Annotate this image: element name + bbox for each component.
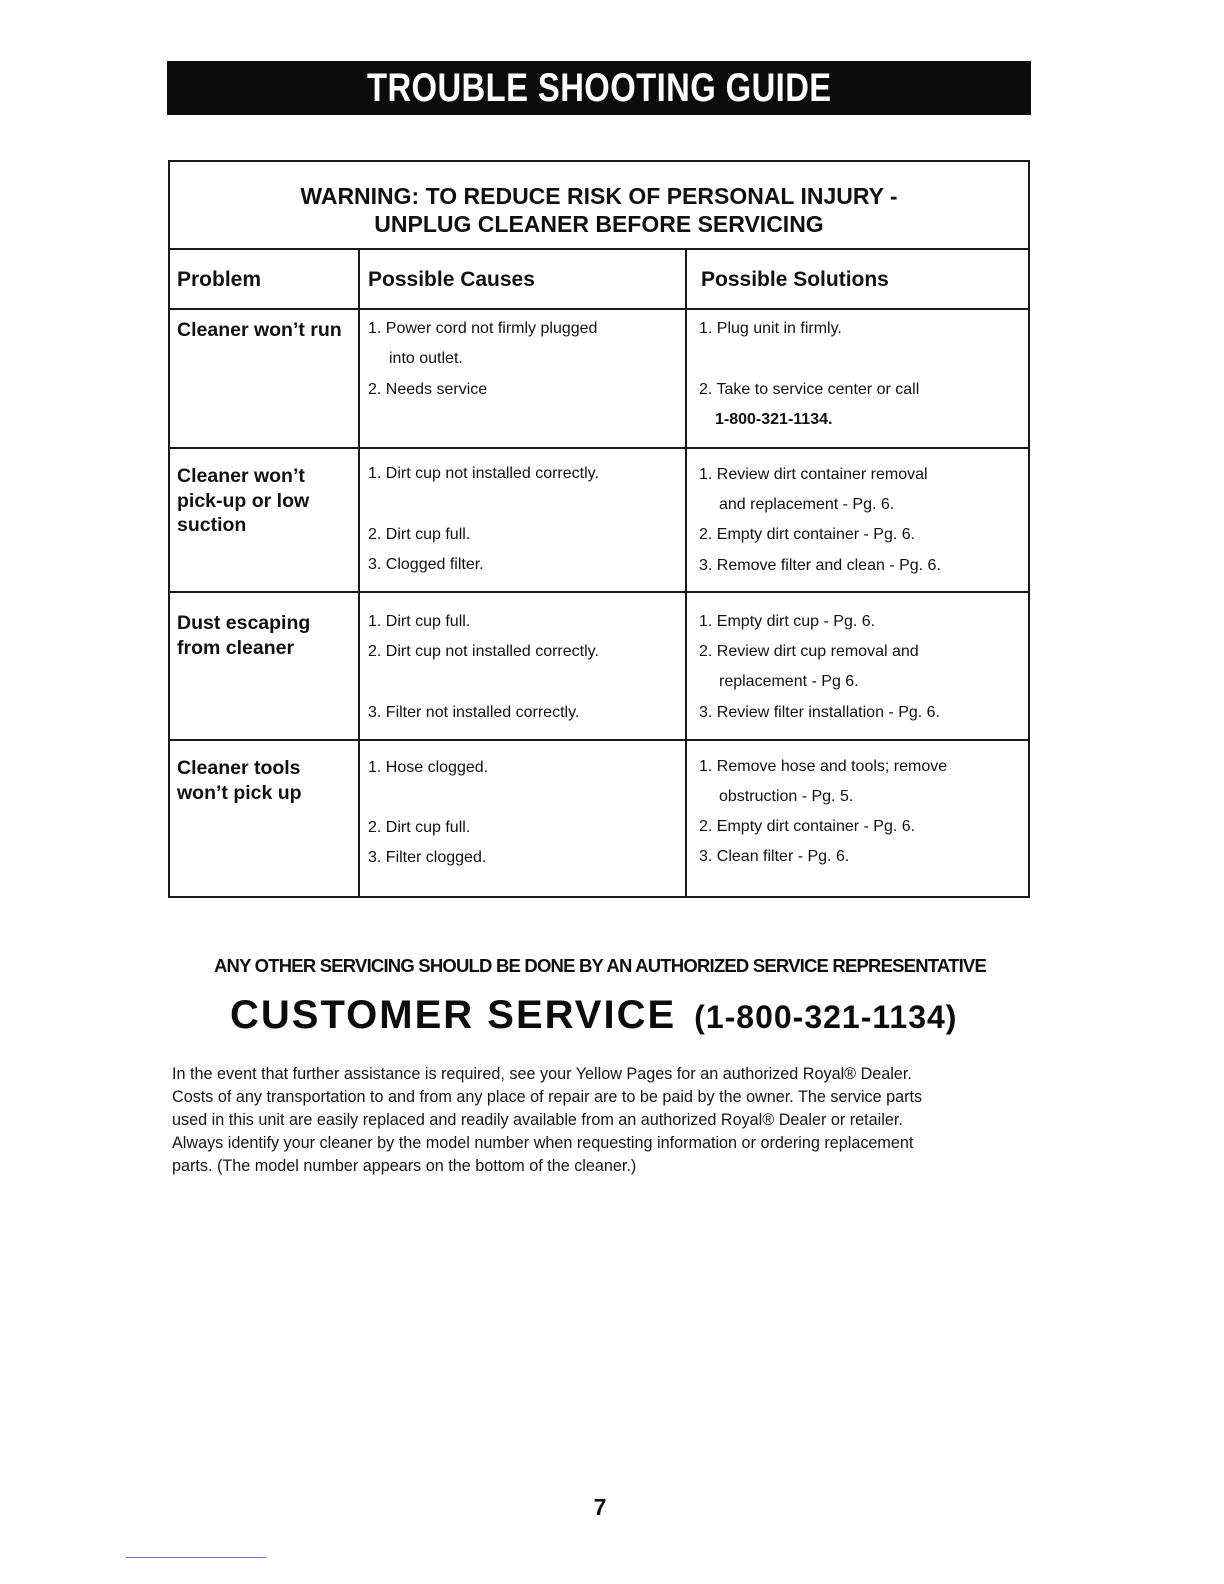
problem-line: Cleaner tools: [177, 757, 301, 779]
cause-line: 3. Filter not installed correctly.: [368, 704, 580, 721]
problem-cell: [177, 611, 310, 660]
cause-line: 1. Hose clogged.: [368, 759, 489, 776]
problem-line: pick-up or low: [177, 489, 310, 512]
solution-line: 2. Review dirt cup removal and: [699, 643, 919, 660]
problem-line: from cleaner: [177, 636, 295, 659]
cause-line: 1. Dirt cup not installed correctly.: [368, 465, 599, 482]
solution-line: 1. Plug unit in firmly.: [699, 320, 842, 337]
cause-line: 1. Dirt cup full.: [368, 613, 471, 630]
column-divider: [685, 250, 687, 896]
paragraph-line: parts. (The model number appears on the bottom of the cleaner.): [172, 1157, 637, 1175]
problem-line: won’t pick up: [177, 781, 302, 804]
column-divider: [358, 250, 360, 896]
cause-line: 3. Clogged filter.: [368, 556, 484, 573]
problem-cell: [177, 756, 302, 805]
header-problem: Problem: [177, 268, 262, 291]
warning-line-2: UNPLUG CLEANER BEFORE SERVICING: [374, 211, 824, 237]
solution-line: 1. Review dirt container removal: [699, 466, 928, 483]
solution-line: 3. Remove filter and clean - Pg. 6.: [699, 557, 941, 574]
footer-rule: [126, 1557, 266, 1558]
solution-line: and replacement - Pg. 6.: [719, 496, 895, 513]
service-phone-number: 1-800-321-1134.: [715, 411, 833, 428]
solution-line: replacement - Pg 6.: [719, 673, 859, 690]
solution-line: 3. Clean filter - Pg. 6.: [699, 848, 850, 865]
servicing-note: ANY OTHER SERVICING SHOULD BE DONE BY AN AUTHORIZED SERVICE REPRESENTATIVE: [213, 955, 987, 976]
cause-line: 1. Power cord not firmly plugged: [368, 320, 598, 337]
solution-line: 1. Empty dirt cup - Pg. 6.: [699, 613, 876, 630]
customer-service-heading: [230, 993, 957, 1038]
solution-line: 2. Empty dirt container - Pg. 6.: [699, 818, 916, 835]
cause-line: 2. Dirt cup full.: [368, 526, 471, 543]
assistance-paragraph: [172, 1063, 1032, 1178]
problem-line: suction: [177, 514, 247, 536]
page-number: 7: [593, 1494, 607, 1520]
row-divider: [170, 447, 1028, 449]
troubleshooting-table: [168, 160, 1030, 898]
header-causes: Possible Causes: [368, 268, 535, 291]
paragraph-line: Costs of any transportation to and from any place of repair are to be paid by the owner. The service parts: [172, 1088, 923, 1106]
paragraph-line: Always identify your cleaner by the model number when requesting information or ordering replacement: [172, 1134, 914, 1152]
cause-line: 2. Dirt cup full.: [368, 819, 471, 836]
problem-line: Cleaner won’t: [177, 465, 305, 487]
row-divider: [170, 739, 1028, 741]
customer-service-phone: (1-800-321-1134): [694, 999, 958, 1035]
warning-banner: [170, 162, 1028, 250]
problem-line: Cleaner won’t run: [177, 319, 342, 341]
solution-line: obstruction - Pg. 5.: [719, 788, 854, 805]
cause-line: 2. Dirt cup not installed correctly.: [368, 643, 599, 660]
row-divider: [170, 308, 1028, 310]
header-solutions: Possible Solutions: [701, 268, 889, 291]
problem-line: Dust escaping: [177, 612, 311, 634]
cause-line: 2. Needs service: [368, 381, 488, 398]
row-divider: [170, 591, 1028, 593]
solution-line: 1. Remove hose and tools; remove: [699, 758, 948, 775]
problem-cell: [177, 318, 342, 343]
solution-line: 2. Take to service center or call: [699, 381, 920, 398]
problem-cell: [177, 464, 309, 538]
solution-line: 3. Review filter installation - Pg. 6.: [699, 704, 940, 721]
title-bar: [167, 61, 1031, 115]
paragraph-line: In the event that further assistance is required, see your Yellow Pages for an authorized Royal® Dealer.: [172, 1065, 912, 1083]
customer-service-label: CUSTOMER SERVICE: [230, 993, 677, 1037]
cause-line: into outlet.: [389, 350, 463, 367]
page-title: TROUBLE SHOOTING GUIDE: [366, 65, 832, 110]
paragraph-line: used in this unit are easily replaced and readily available from an authorized Royal® Dealer or retailer.: [172, 1111, 903, 1129]
cause-line: 3. Filter clogged.: [368, 849, 487, 866]
solution-line: 2. Empty dirt container - Pg. 6.: [699, 526, 916, 543]
warning-line-1: WARNING: TO REDUCE RISK OF PERSONAL INJURY -: [300, 183, 898, 209]
